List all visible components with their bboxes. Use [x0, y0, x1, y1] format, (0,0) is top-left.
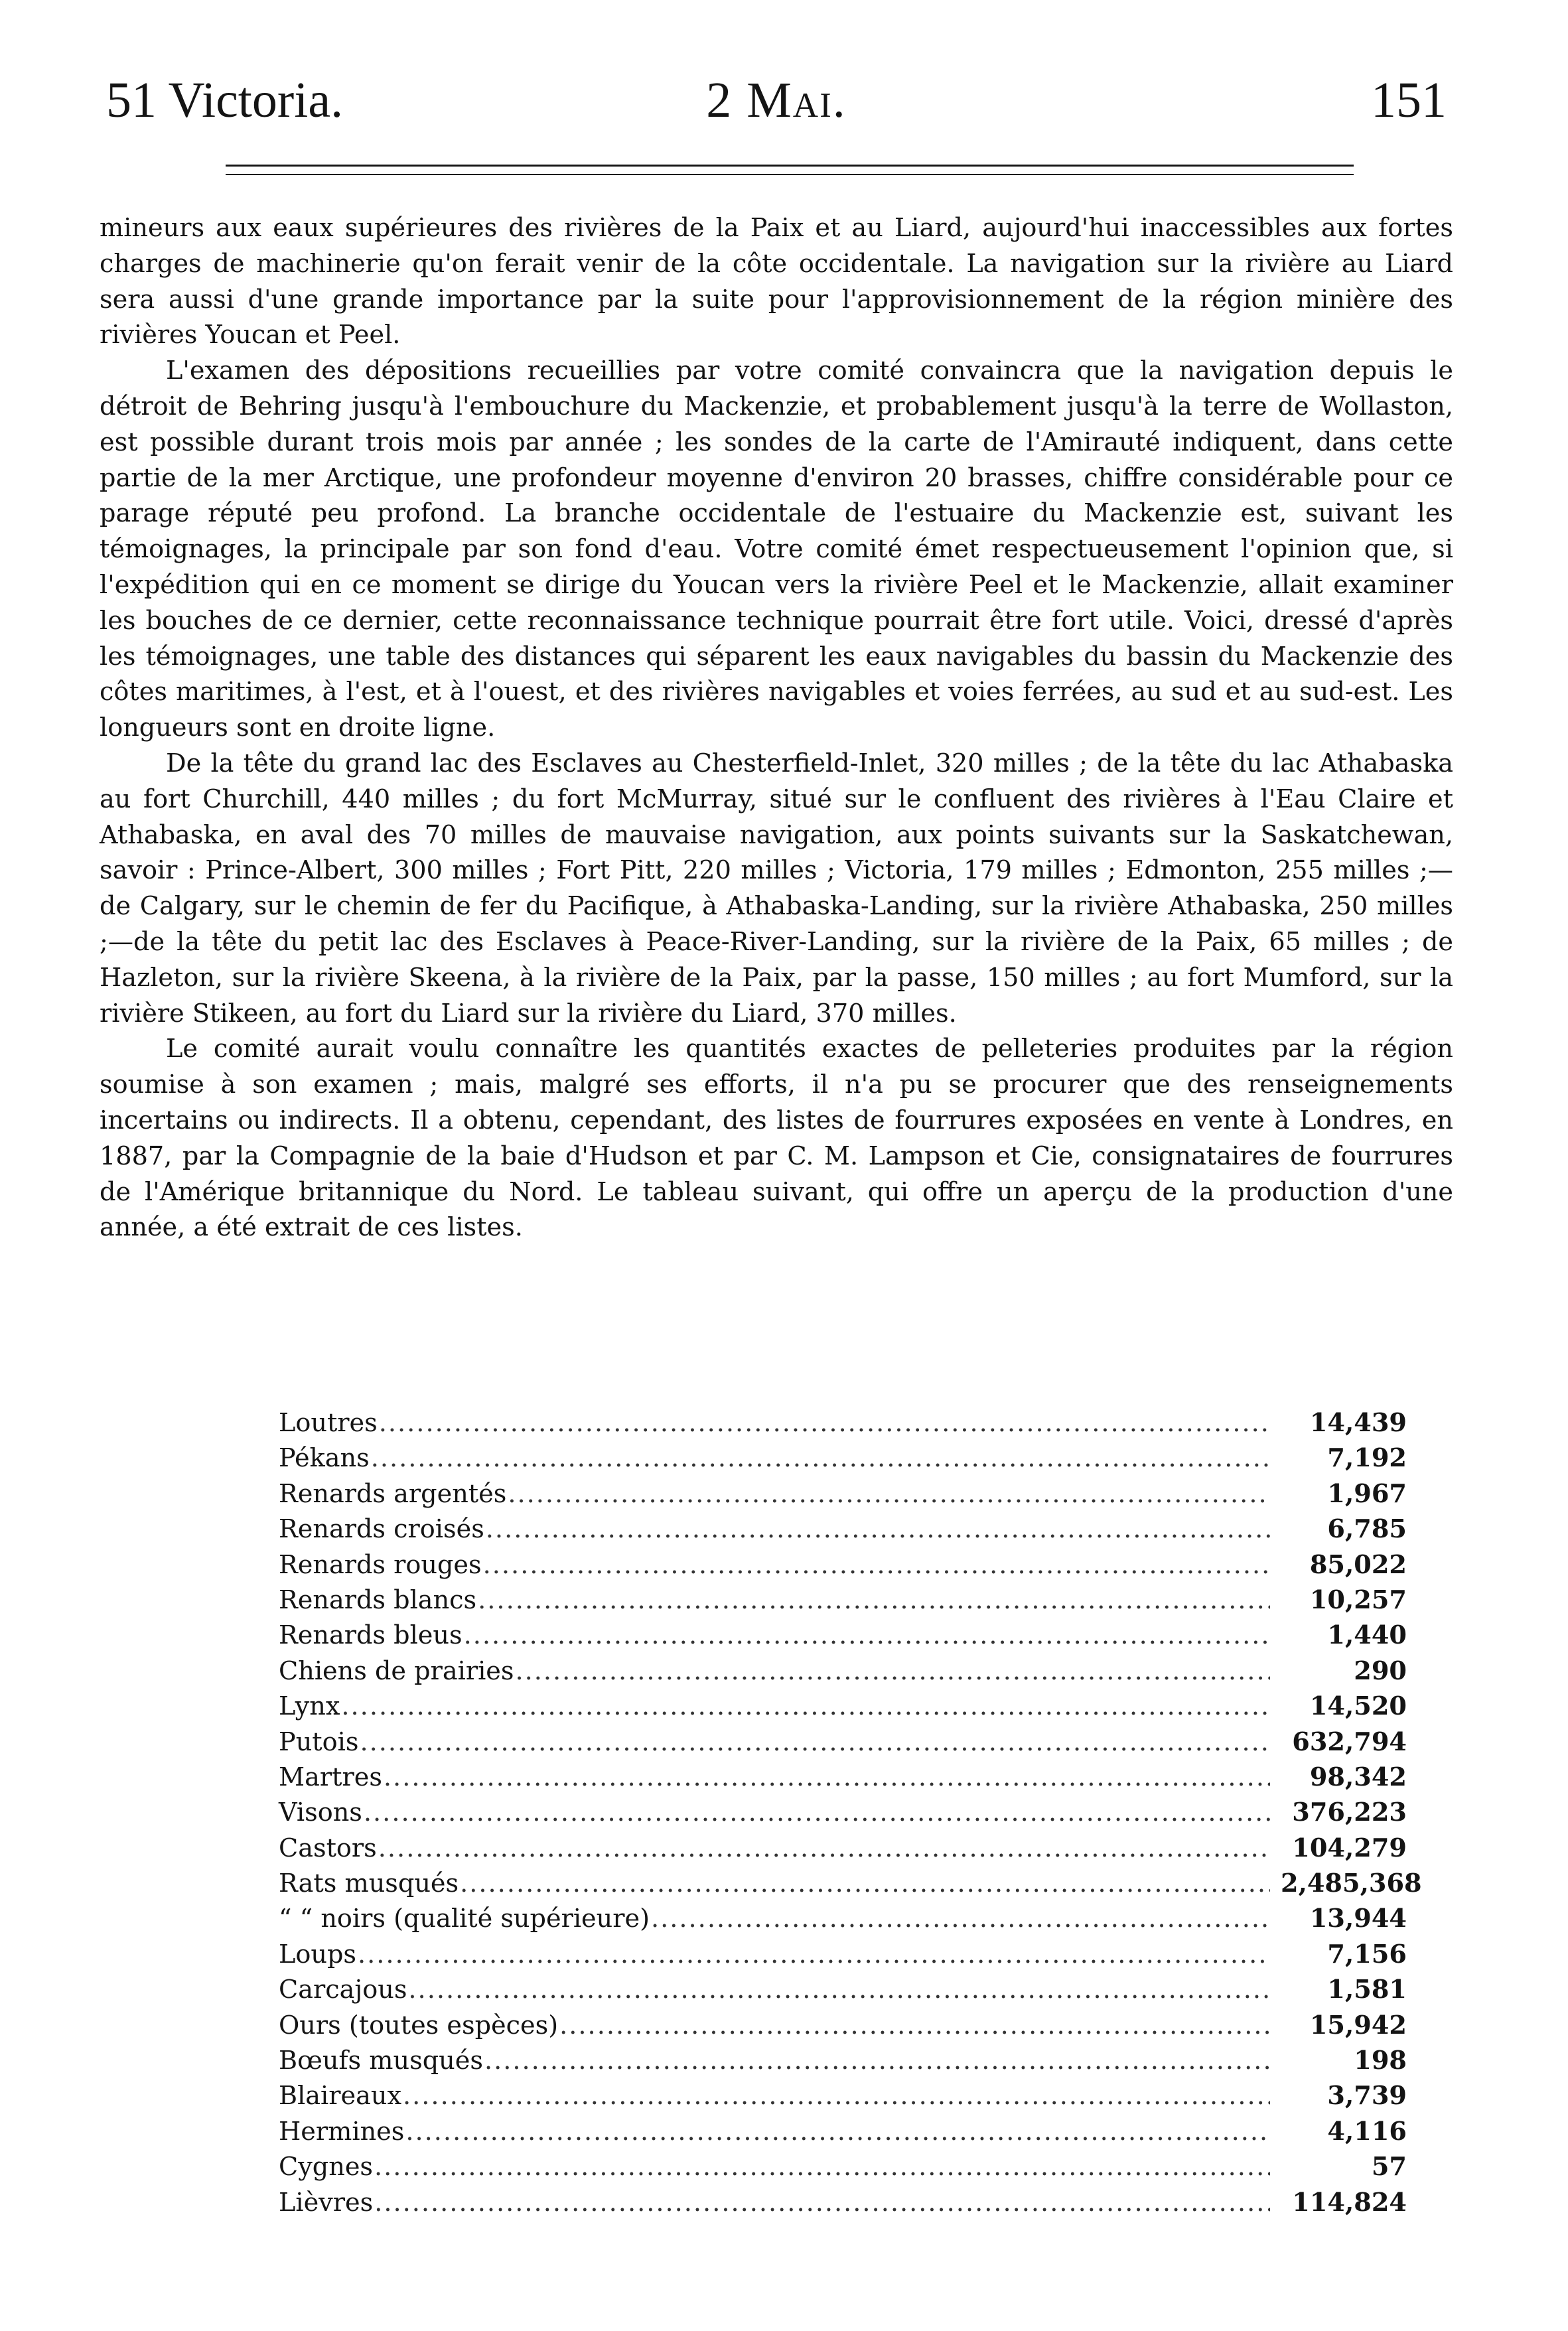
- fur-name: Chiens de prairies: [279, 1656, 514, 1686]
- table-row: [279, 1833, 1407, 1869]
- dot-leader: [371, 1444, 1270, 1473]
- fur-name: Blaireaux: [279, 2082, 402, 2111]
- fur-name: Hermines: [279, 2117, 405, 2147]
- fur-table: [279, 1408, 1422, 2223]
- fur-value: 57: [1371, 2152, 1407, 2182]
- dot-leader: [384, 1763, 1270, 1792]
- fur-name: Renards bleus: [279, 1621, 463, 1651]
- fur-name: Renards croisés: [279, 1515, 484, 1545]
- table-row: [279, 1408, 1407, 1443]
- dot-leader: [378, 1834, 1270, 1863]
- paragraph: Le comité aurait voulu connaître les quantités exactes de pelleteries produites par la région soumise à son examen ; mais, malgré ses efforts, il n'a pu se procurer que des renseignements incertains ou indirects. Il a obtenu, cependant, des listes de fourrures exposées en vente à Londres, en 1887, par la Compagnie de la baie d'Hudson et par C. M. Lampson et Cie, consignataires de fourrures de l'Amérique britannique du Nord. Le tableau suivant, qui offre un aperçu de la production d'une année, a été extrait de ces listes.: [100, 1034, 1453, 1243]
- fur-name: Visons: [279, 1798, 362, 1828]
- dot-leader: [360, 1728, 1270, 1757]
- fur-name: Cygnes: [279, 2153, 374, 2182]
- dot-leader: [559, 2011, 1270, 2040]
- fur-name: Bœufs musqués: [279, 2046, 483, 2076]
- fur-name: Lièvres: [279, 2188, 374, 2218]
- fur-value: 14,439: [1309, 1408, 1407, 1438]
- fur-name: Castors: [279, 1833, 377, 1863]
- fur-value: 7,156: [1327, 1939, 1407, 1969]
- fur-value: 98,342: [1309, 1762, 1407, 1792]
- fur-name: Lynx: [279, 1692, 340, 1722]
- table-row: [279, 1727, 1407, 1762]
- table-row: [279, 2117, 1407, 2152]
- fur-name: Renards blancs: [279, 1585, 477, 1615]
- fur-value: 15,942: [1309, 2010, 1407, 2040]
- fur-value: 198: [1354, 2046, 1407, 2076]
- fur-name: Renards argentés: [279, 1479, 507, 1509]
- table-row: [279, 1940, 1407, 1975]
- dot-leader: [341, 1692, 1270, 1721]
- table-row: [279, 2046, 1407, 2081]
- session-label: 51 Victoria.: [106, 72, 344, 128]
- dot-leader: [484, 2046, 1270, 2076]
- dot-leader: [403, 2082, 1270, 2111]
- dot-leader: [464, 1621, 1270, 1650]
- dot-leader: [379, 1409, 1270, 1438]
- header-rule-thin: [226, 174, 1354, 175]
- table-row: [279, 2011, 1407, 2046]
- dot-leader: [483, 1551, 1270, 1580]
- table-row: [279, 1904, 1407, 1939]
- fur-value: 85,022: [1309, 1549, 1407, 1580]
- running-head: [106, 72, 1447, 138]
- table-row: [279, 1975, 1407, 2010]
- fur-name: Loups: [279, 1940, 356, 1969]
- fur-value: 6,785: [1327, 1514, 1407, 1545]
- table-row: [279, 1620, 1407, 1656]
- fur-value: 7,192: [1327, 1443, 1407, 1474]
- fur-value: 14,520: [1309, 1691, 1407, 1722]
- fur-name: Putois: [279, 1727, 359, 1757]
- fur-value: 104,279: [1292, 1833, 1407, 1863]
- document-page: [100, 0, 1453, 2331]
- table-row: [279, 1691, 1407, 1727]
- dot-leader: [405, 2117, 1270, 2147]
- table-row: [279, 1550, 1407, 1585]
- dot-leader: [651, 1904, 1270, 1934]
- body-text: [100, 211, 1453, 1246]
- dot-leader: [508, 1480, 1270, 1509]
- dot-leader: [478, 1586, 1270, 1615]
- table-row: [279, 1514, 1407, 1549]
- fur-value: 13,944: [1309, 1904, 1407, 1934]
- fur-value: 1,581: [1327, 1975, 1407, 2005]
- table-row: [279, 1443, 1407, 1478]
- date-label: 2 Mai.: [706, 72, 847, 128]
- dot-leader: [486, 1515, 1270, 1544]
- fur-value: 632,794: [1292, 1727, 1407, 1757]
- fur-value: 1,440: [1327, 1620, 1407, 1651]
- fur-value: 290: [1354, 1656, 1407, 1686]
- table-row: [279, 2188, 1407, 2223]
- dot-leader: [460, 1869, 1270, 1898]
- table-row: [279, 1479, 1407, 1514]
- dot-leader: [358, 1940, 1270, 1969]
- paragraph: L'examen des dépositions recueillies par votre comité convaincra que la navigation depuis le détroit de Behring jusqu'à l'embouchure du Mackenzie, et probablement jusqu'à la terre de Wollaston, est possible durant trois mois par année ; les sondes de la carte de l'Amirauté indiquent, dans cette partie de la mer Arctique, une profondeur moyenne d'environ 20 brasses, chiffre considérable pour ce parage réputé peu profond. La branche occidentale de l'estuaire du Mackenzie est, suivant les témoignages, la principale par son fond d'eau. Votre comité émet respectueusement l'opinion que, si l'expédition qui en ce moment se dirige du Youcan vers la rivière Peel et le Mackenzie, allait examiner les bouches de ce dernier, cette reconnaissance technique pourrait être fort utile. Voici, dressé d'après les témoignages, une table des distances qui séparent les eaux navigables du bassin du Mackenzie des côtes maritimes, à l'est, et à l'ouest, et des rivières navigables et voies ferrées, au sud et au sud-est. Les longueurs sont en droite ligne.: [100, 356, 1453, 743]
- fur-value: 114,824: [1292, 2187, 1407, 2218]
- page-number: 151: [1371, 72, 1447, 128]
- table-row: [279, 1869, 1422, 1904]
- table-row: [279, 1585, 1407, 1620]
- fur-value: 1,967: [1327, 1478, 1407, 1509]
- paragraph: De la tête du grand lac des Esclaves au Chesterfield-Inlet, 320 milles ; de la tête du lac Athabaska au fort Churchill, 440 milles ; du fort McMurray, situé sur le confluent des rivières à l'Eau Claire et Athabaska, en aval des 70 milles de mauvaise navigation, aux points suivants sur la Saskatchewan, savoir : Prince-Albert, 300 milles ; Fort Pitt, 220 milles ; Victoria, 179 milles ; Edmonton, 255 milles ;—de Calgary, sur le chemin de fer du Pacifique, à Athabaska-Landing, sur la rivière Athabaska, 250 milles ;—de la tête du petit lac des Esclaves à Peace-River-Landing, sur la rivière de la Paix, 65 milles ; de Hazleton, sur la rivière Skeena, à la rivière de la Paix, par la passe, 150 milles ; au fort Mumford, sur la rivière Stikeen, au fort du Liard sur la rivière du Liard, 370 milles.: [100, 748, 1453, 1028]
- paragraph: mineurs aux eaux supérieures des rivières de la Paix et au Liard, aujourd'hui inaccessibles aux fortes charges de machinerie qu'on ferait venir de la côte occidentale. La navigation sur la rivière au Liard sera aussi d'une grande importance par la suite pour l'approvisionnement de la région minière des rivières Youcan et Peel.: [100, 214, 1453, 350]
- table-row: [279, 1798, 1407, 1833]
- fur-value: 4,116: [1327, 2116, 1407, 2147]
- fur-name: Martres: [279, 1762, 382, 1792]
- dot-leader: [374, 2188, 1270, 2218]
- fur-value: 3,739: [1327, 2081, 1407, 2111]
- fur-name: Carcajous: [279, 1975, 407, 2005]
- dot-leader: [374, 2153, 1270, 2182]
- fur-name: Pékans: [279, 1444, 370, 1474]
- table-row: [279, 2152, 1407, 2187]
- dot-leader: [364, 1798, 1270, 1827]
- fur-name: Ours (toutes espèces): [279, 2011, 559, 2040]
- fur-value: 10,257: [1309, 1585, 1407, 1615]
- fur-name: Loutres: [279, 1409, 378, 1438]
- table-row: [279, 1762, 1407, 1798]
- table-row: [279, 2081, 1407, 2116]
- fur-name: Rats musqués: [279, 1869, 459, 1899]
- dot-leader: [408, 1975, 1270, 2005]
- header-rule: [226, 165, 1354, 167]
- fur-value: 376,223: [1292, 1798, 1407, 1828]
- fur-name: Renards rouges: [279, 1550, 482, 1580]
- dot-leader: [515, 1657, 1270, 1686]
- table-row: [279, 1656, 1407, 1691]
- fur-value: 2,485,368: [1281, 1869, 1422, 1899]
- fur-name: “ “ noirs (qualité supérieure): [279, 1904, 650, 1934]
